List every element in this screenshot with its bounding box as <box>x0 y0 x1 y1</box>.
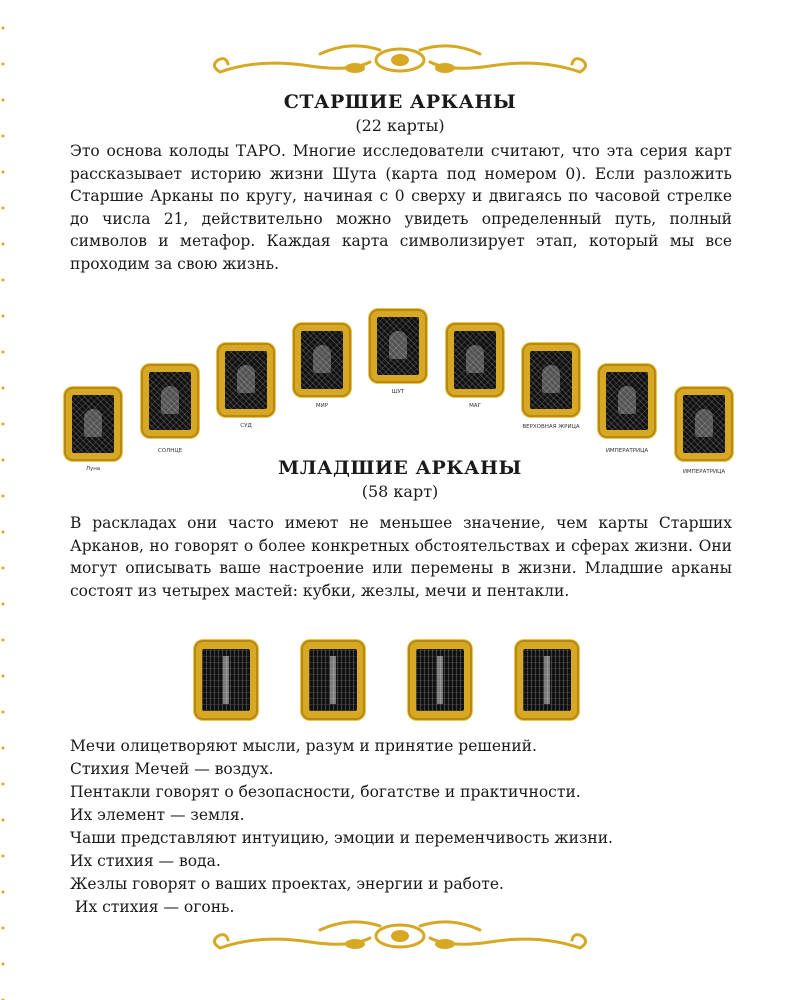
card-label: ИМПЕРАТРИЦА <box>682 469 726 475</box>
card-label: СУД <box>240 423 252 429</box>
card-label: ШУТ <box>391 389 405 395</box>
card-label: Луна <box>85 466 101 472</box>
tarot-card-icon <box>675 387 733 461</box>
pentacles-card-icon <box>515 640 579 720</box>
tarot-card-icon <box>217 343 275 417</box>
minor-arcana-title: МЛАДШИЕ АРКАНЫ <box>278 457 522 479</box>
tarot-card-icon <box>141 364 199 438</box>
bottom-ornament-icon <box>200 912 600 962</box>
cups-card-icon <box>194 640 258 720</box>
card-label: ВЕРХОВНАЯ ЖРИЦА <box>522 424 580 430</box>
card-label: МИР <box>315 403 329 409</box>
tarot-card-icon <box>522 343 580 417</box>
major-arcana-text: Это основа колоды ТАРО. Многие исследователи считают, что эта серия карт рассказывает историю жизни Шута (карта под номером 0). Если разложить Старшие Арканы по кругу, начиная с 0 сверху и двигаясь по часовой стрелке до числа 21, действительно можно увидеть определенный путь, полный символов и метафор. Каждая карта символизирует этап, который мы все проходим за свою жизнь. <box>70 142 732 273</box>
tarot-card-icon <box>64 387 122 461</box>
major-arcana-count: (22 карты) <box>355 116 445 135</box>
suit-line: Чаши представляют интуицию, эмоции и переменчивость жизни. <box>70 829 613 847</box>
card-label: ИМПЕРАТРИЦА <box>605 448 649 454</box>
suits-description <box>70 735 750 919</box>
minor-arcana-count: (58 карт) <box>361 482 439 501</box>
top-ornament-icon <box>200 36 600 86</box>
wands-card-icon <box>301 640 365 720</box>
major-arcana-title: СТАРШИЕ АРКАНЫ <box>283 91 517 113</box>
swords-card-icon <box>408 640 472 720</box>
tarot-card-icon <box>598 364 656 438</box>
tarot-card-icon <box>369 309 427 383</box>
card-label: МАГ <box>469 403 481 409</box>
minor-arcana-text: В раскладах они часто имеют не меньшее значение, чем карты Старших Арканов, но говорят о более конкретных обстоятельствах и сферах жизни. Они могут описывать ваше настроение или перемены в жизни. Младшие арканы состоят из четырех мастей: кубки, жезлы, мечи и пентакли. <box>70 514 732 600</box>
suit-line: Их стихия — огонь. <box>70 898 235 916</box>
suit-line: Их стихия — вода. <box>70 852 221 870</box>
tarot-card-icon <box>446 323 504 397</box>
suit-line: Их элемент — земля. <box>70 806 245 824</box>
suit-line: Стихия Мечей — воздух. <box>70 760 274 778</box>
tarot-card-icon <box>293 323 351 397</box>
suit-line: Пентакли говорят о безопасности, богатстве и практичности. <box>70 783 581 801</box>
card-label: СОЛНЦЕ <box>157 448 183 454</box>
suit-line: Жезлы говорят о ваших проектах, энергии и работе. <box>70 875 504 893</box>
suit-line: Мечи олицетворяют мысли, разум и принятие решений. <box>70 737 537 755</box>
